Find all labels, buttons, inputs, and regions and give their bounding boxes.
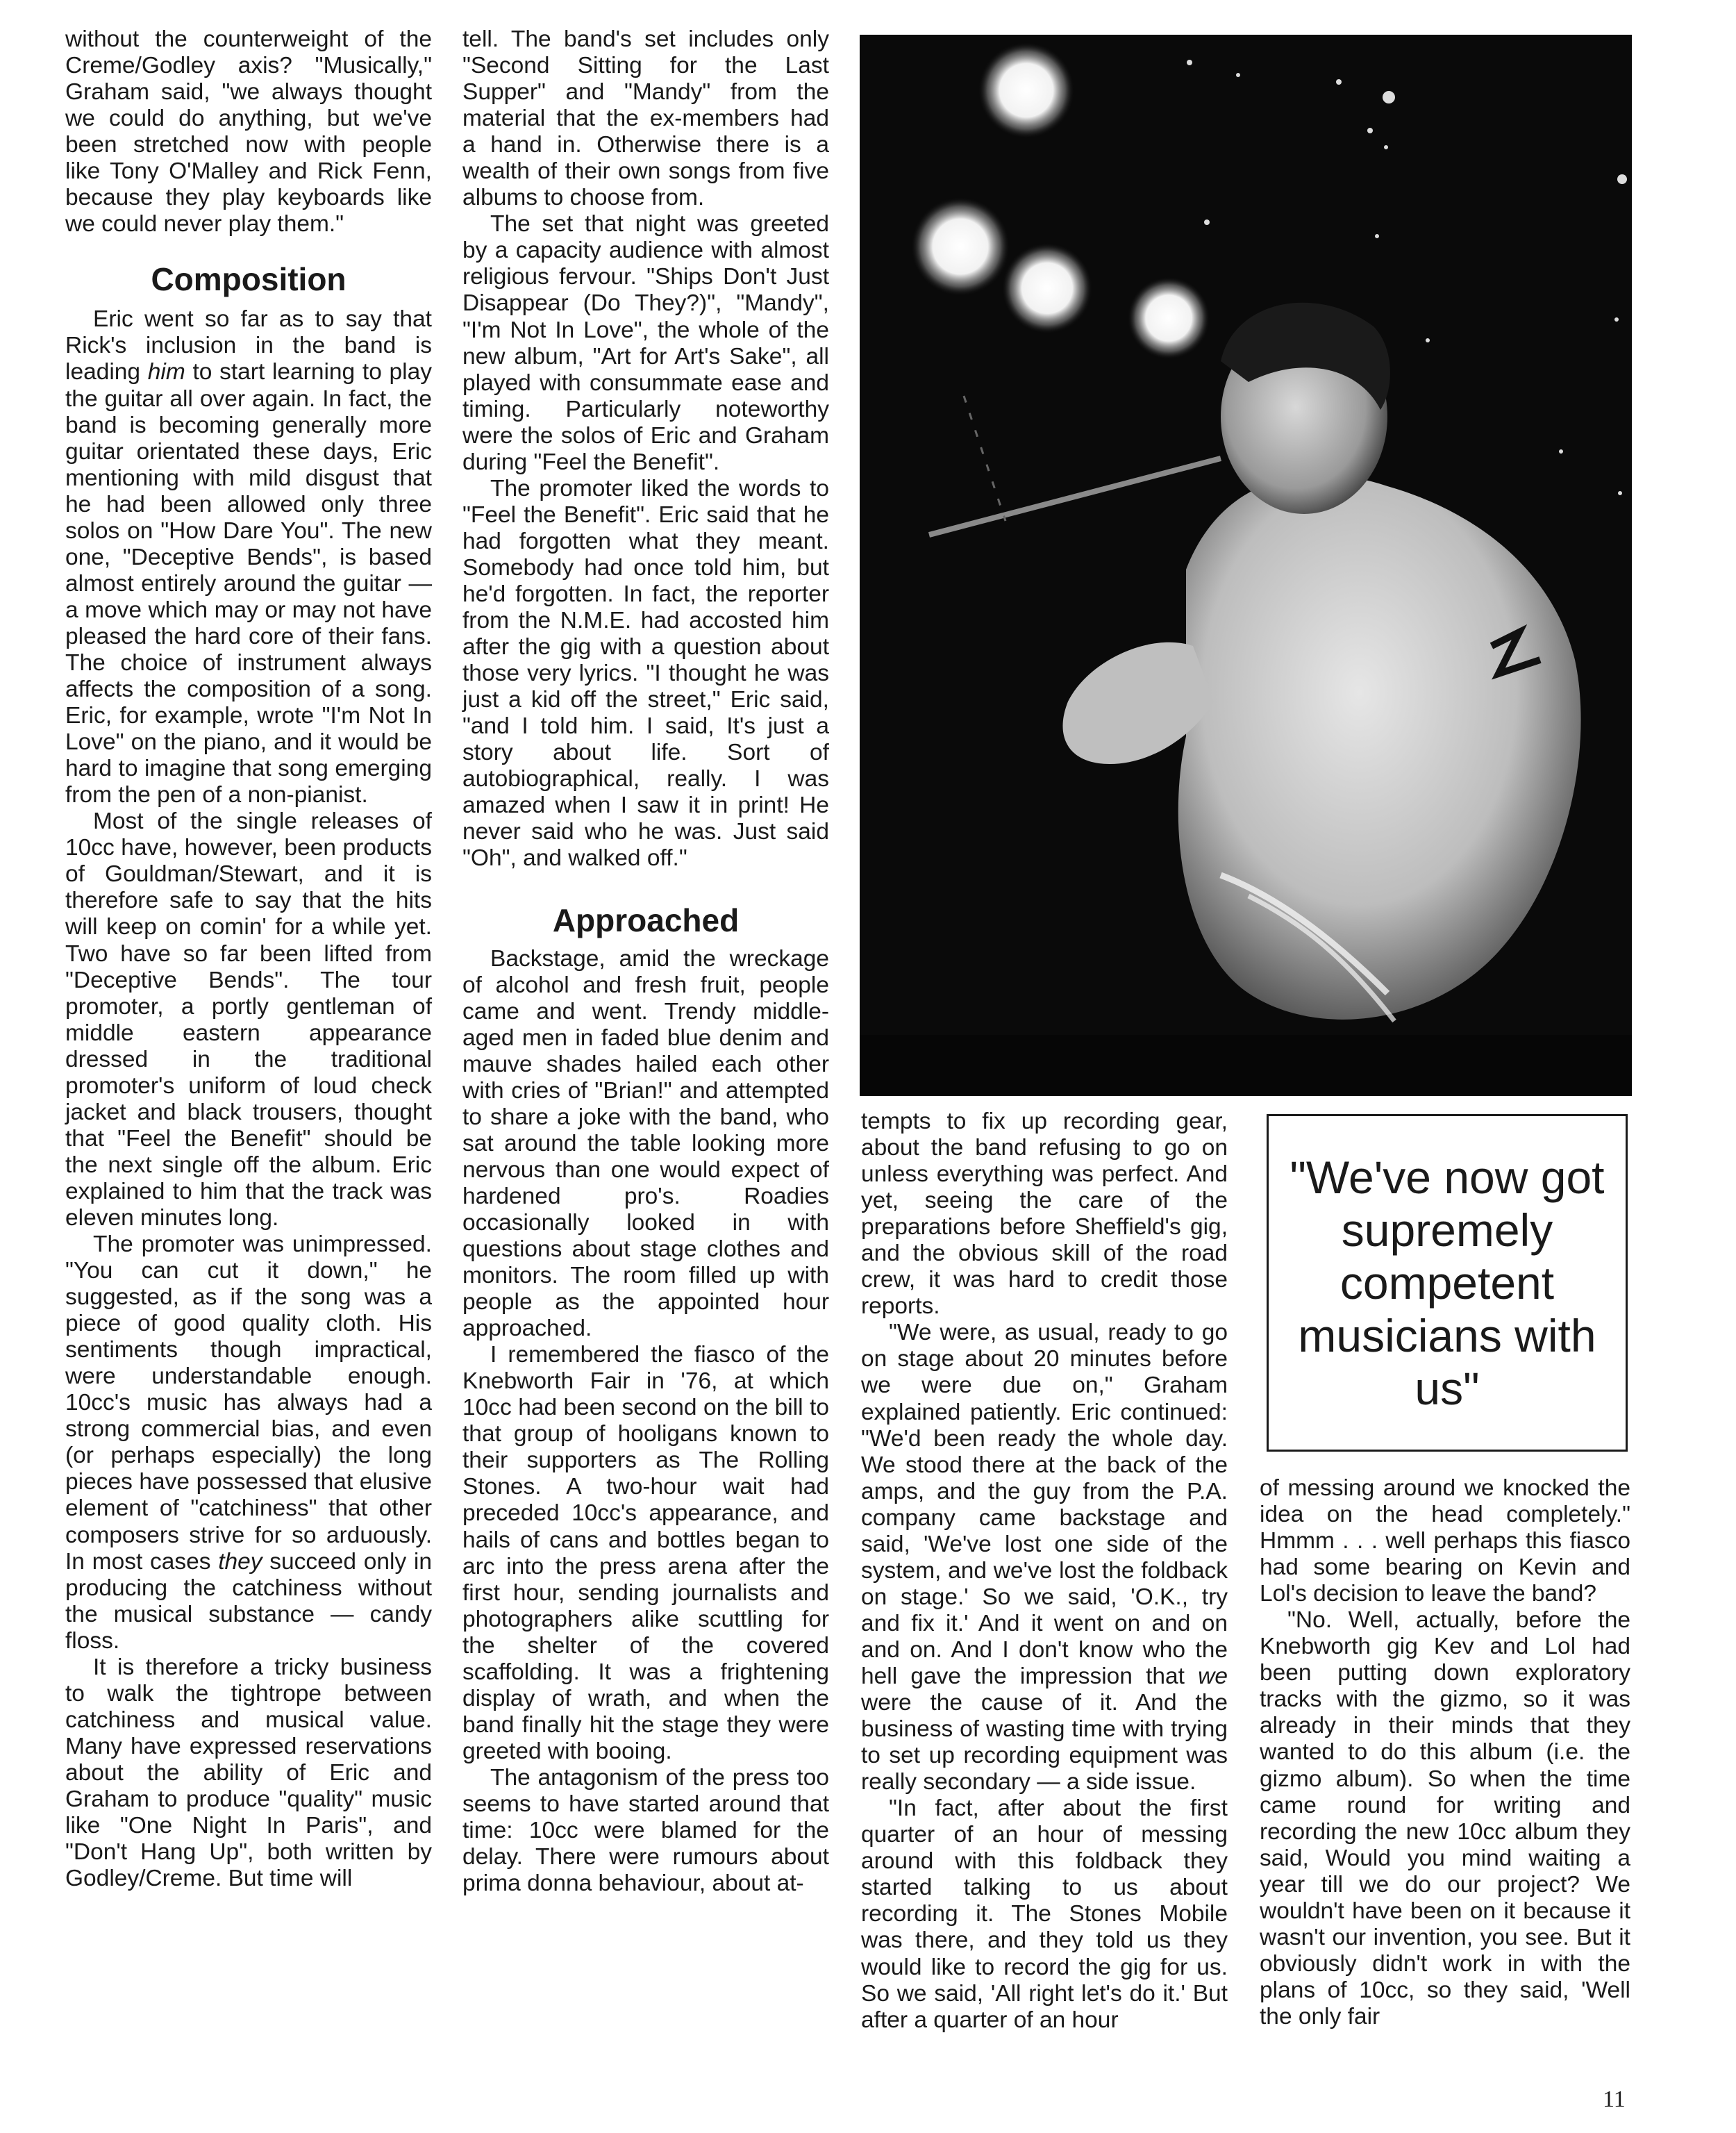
stage-light [910, 197, 1010, 297]
paragraph: of messing around we knocked the idea on the head completely." Hmmm . . . well perhaps this fiasco had some bearing on Kevin and Lol's decision to leave the band? [1260, 1475, 1630, 1607]
paragraph: The set that night was greeted by a capacity audience with almost religious fervour. "Ships Don't Just Disappear (Do They?)", "Mandy", "I'm Not In Love", the whole of the new album, "Art for Art's Sake", all played with consummate ease and timing. Particularly noteworthy were the solos of Eric and Graham during "Feel the Benefit". [462, 211, 829, 475]
paragraph: I remembered the fiasco of the Knebworth Fair in '76, at which 10cc had been second on the bill to that group of hooligans known to their supporters as The Rolling Stones. A two-hour wait had preceded 10cc's appearance, and hails of cans and bottles began to arc into the press arena after the first hour, sending journalists and photographers alike scuttling for the shelter of the covered scaffolding. It was a frightening display of wrath, and when the band finally hit the stage they were greeted with booing. [462, 1342, 829, 1764]
paragraph: Most of the single releases of 10cc have, however, been products of Gouldman/Stewart, and it is therefore safe to say that the hits will keep on comin' for a while yet. Two have so far been lifted from "Deceptive Bends". The tour promoter, a portly gentleman of middle eastern appearance dressed in the traditional promoter's uniform of loud check jacket and black trousers, thought that "Feel the Benefit" should be the next single off the album. Eric explained to him that the track was eleven minutes long. [65, 808, 432, 1231]
paragraph: Backstage, amid the wreckage of alcohol and fresh fruit, people came and went. Trendy middle-aged men in faded blue denim and mauve shades hailed each other with cries of "Brian!" and attempted to share a joke with the band, who sat around the table looking more nervous than one would expect of hardened pro's. Roadies occasionally looked in with questions about stage clothes and monitors. The room filled up with people as the appointed hour approached. [462, 945, 829, 1342]
section-heading-composition: Composition [151, 261, 347, 298]
article-column-2 [462, 26, 829, 1897]
page-number: 11 [1603, 2086, 1626, 2112]
article-column-4 [1260, 1475, 1630, 2030]
stage-light [1127, 276, 1210, 360]
paragraph: "We were, as usual, ready to go on stage about 20 minutes before we were due on," Graham explained patiently. Eric continued: "We'd been ready the whole day. We stood there at the back of the amps, and the guy from the P.A. company came backstage and said, 'We've lost one side of the system, and we've lost the foldback on stage.' So we said, 'O.K., try and fix it.' And it went on and on and on. And I don't know who the hell gave the impression that we were the cause of it. And the business of wasting time with trying to set up recording equipment was really secondary — a side issue. [861, 1320, 1228, 1795]
paragraph: Eric went so far as to say that Rick's inclusion in the band is leading him to start learning to play the guitar all over again. In fact, the band is becoming generally more guitar orientated these days, Eric mentioning with mild disgust that he had been allowed only three solos on "How Dare You". The new one, "Deceptive Bends", is based almost entirely around the guitar — a move which may or may not have pleased the hard core of their fans. The choice of instrument always affects the composition of a song. Eric, for example, wrote "I'm Not In Love" on the piano, and it would be hard to imagine that song emerging from the pen of a non-pianist. [65, 306, 432, 808]
pull-quote: "We've now got supremely competent musicians with us" [1290, 1152, 1605, 1414]
paragraph: without the counterweight of the Creme/Godley axis? "Musically," Graham said, "we always thought we could do anything, but we've been stretched now with people like Tony O'Malley and Rick Fenn, because they play keyboards like we could never play them." [65, 26, 432, 238]
paragraph: It is therefore a tricky business to walk the tightrope between catchiness and musical value. Many have expressed reservations about the ability of Eric and Graham to produce "quality" music like "One Night In Paris", and "Don't Hang Up", both written by Godley/Creme. But time will [65, 1654, 432, 1892]
article-column-1 [65, 26, 432, 1892]
paragraph: tell. The band's set includes only "Second Sitting for the Last Supper" and "Mandy" from the material that the ex-members had a hand in. Otherwise there is a wealth of their own songs from five albums to choose from. [462, 26, 829, 211]
concert-photo [860, 35, 1632, 1096]
paragraph: The promoter liked the words to "Feel the Benefit". Eric said that he had forgotten what they meant. Somebody had once told him, but he'd forgotten. In fact, the reporter from the N.M.E. had accosted him after the gig with a question about those very lyrics. "I thought he was just a kid off the street," Eric said, "and I told him. I said, It's just a story about life. Sort of autobiographical, really. I was amazed when I saw it in print! He never said who he was. Just said "Oh", and walked off." [462, 475, 829, 872]
article-column-3 [861, 1109, 1228, 2034]
section-heading-approached: Approached [552, 902, 740, 938]
paragraph: "In fact, after about the first quarter of an hour of messing around with this foldback they started talking to us about recording it. The Stones Mobile was there, and they told us they would like to record the gig for us. So we said, 'All right let's do it.' But after a quarter of an hour [861, 1795, 1228, 2033]
paragraph: "No. Well, actually, before the Knebworth gig Kev and Lol had been putting down exploratory tracks with the gizmo, so it was already in their minds that they wanted to do this album (i.e. the gizmo album). So when the time came round for writing and recording the new 10cc album they said, Would you mind waiting a year till we do our project? We wouldn't have been on it because it wasn't our invention, you see. But it obviously didn't work in with the plans of 10cc, so they said, 'Well the only fair [1260, 1607, 1630, 2030]
stage-light [1001, 242, 1093, 334]
paragraph: The antagonism of the press too seems to have started around that time: 10cc were blamed for the delay. There were rumours about prima donna behaviour, about at- [462, 1764, 829, 1897]
stage-light [978, 42, 1075, 139]
pull-quote-box [1267, 1114, 1628, 1452]
paragraph: tempts to fix up recording gear, about the band refusing to go on unless everything was perfect. And yet, seeing the care of the preparations before Sheffield's gig, and the obvious skill of the road crew, it was hard to credit those reports. [861, 1109, 1228, 1320]
concert-photo-illustration [860, 35, 1632, 1096]
paragraph: The promoter was unimpressed. "You can cut it down," he suggested, as if the song was a piece of good quality cloth. His sentiments though impractical, were understandable enough. 10cc's music has always had a strong commercial bias, and even (or perhaps especially) the long pieces have possessed that elusive element of "catchiness" that other composers strive for so arduously. In most cases they succeed only in producing the catchiness without the musical substance — candy floss. [65, 1231, 432, 1654]
